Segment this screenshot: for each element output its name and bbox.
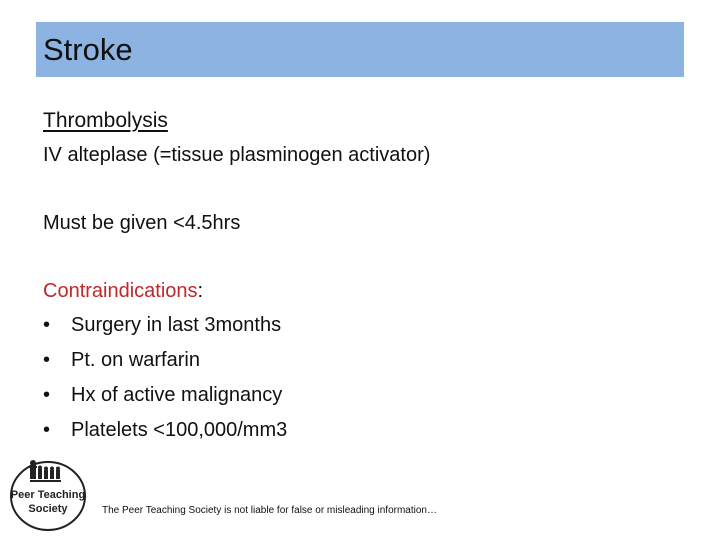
- contraindications-colon: :: [197, 280, 204, 302]
- list-item: [43, 308, 683, 343]
- disclaimer-text: The Peer Teaching Society is not liable for false or misleading information…: [102, 505, 437, 516]
- logo-text-line1: Peer Teaching: [10, 489, 86, 501]
- logo-text-line2: Society: [28, 503, 68, 515]
- peer-teaching-society-logo: [8, 452, 88, 532]
- bullet-icon: •: [43, 314, 51, 336]
- bullet-icon: •: [43, 384, 51, 406]
- list-item-text: Hx of active malignancy: [71, 384, 283, 406]
- spacer: [43, 240, 683, 274]
- list-item: [43, 343, 683, 378]
- slide-title: Stroke: [43, 32, 133, 67]
- contraindications-heading: [43, 274, 683, 308]
- list-item-text: Surgery in last 3months: [71, 314, 282, 336]
- list-item: [43, 413, 683, 448]
- bullet-icon: •: [43, 419, 51, 441]
- slide-content: [43, 104, 683, 448]
- timing-line: Must be given <4.5hrs: [43, 212, 241, 234]
- contraindications-label: Contraindications: [43, 280, 198, 302]
- subheading: Thrombolysis: [43, 109, 168, 132]
- drug-line: IV alteplase (=tissue plasminogen activator): [43, 144, 431, 166]
- bullet-icon: •: [43, 349, 51, 371]
- slide-title-bar: [36, 22, 684, 77]
- contraindications-list: [43, 308, 683, 448]
- spacer: [43, 172, 683, 206]
- list-item-text: Platelets <100,000/mm3: [71, 419, 288, 441]
- list-item: [43, 378, 683, 413]
- list-item-text: Pt. on warfarin: [71, 349, 200, 371]
